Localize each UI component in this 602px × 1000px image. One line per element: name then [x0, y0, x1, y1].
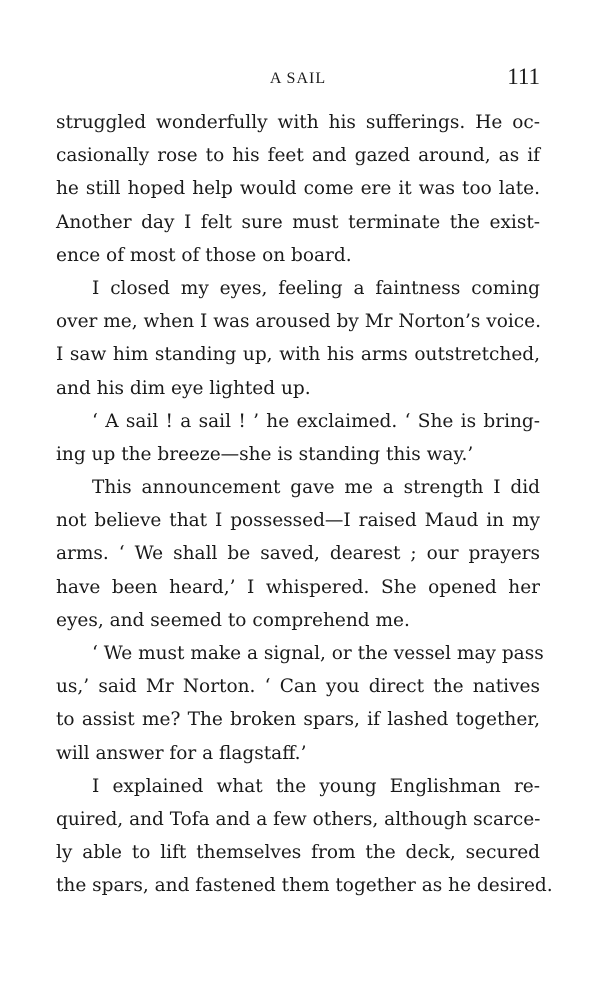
body-text	[56, 106, 553, 903]
text-line: he still hoped help would come ere it was too late.	[56, 178, 540, 200]
text-line: I explained what the young Englishman re-	[92, 775, 540, 797]
text-line: ly able to lift themselves from the deck, secured	[56, 842, 540, 864]
text-line: ing up the breeze—she is standing this way.’	[56, 443, 474, 465]
text-line: I saw him standing up, with his arms outstretched,	[56, 344, 540, 366]
text-line: Another day I felt sure must terminate the exist-	[56, 211, 540, 233]
text-line: struggled wonderfully with his sufferings. He oc-	[56, 112, 540, 133]
running-head	[56, 64, 540, 98]
running-title: A SAIL	[269, 70, 327, 87]
text-line: and his dim eye lighted up.	[56, 377, 311, 399]
text-line: us,’ said Mr Norton. ‘ Can you direct the natives	[56, 676, 540, 698]
text-line: quired, and Tofa and a few others, although scarce-	[56, 808, 541, 830]
text-line: casionally rose to his feet and gazed around, as if	[56, 145, 540, 167]
text-line: eyes, and seemed to comprehend me.	[56, 609, 410, 631]
text-line: will answer for a flagstaff.’	[56, 742, 307, 764]
text-line: the spars, and fastened them together as he desired.	[56, 875, 553, 897]
text-line: I closed my eyes, feeling a faintness coming	[92, 277, 540, 299]
text-line: over me, when I was aroused by Mr Norton’s voice.	[56, 311, 541, 333]
text-line: ‘ We must make a signal, or the vessel may pass	[92, 643, 544, 664]
text-line: ence of most of those on board.	[56, 244, 352, 266]
text-line: arms. ‘ We shall be saved, dearest ; our prayers	[56, 543, 540, 565]
text-line: have been heard,’ I whispered. She opened her	[56, 576, 540, 598]
text-line: to assist me? The broken spars, if lashed together,	[56, 709, 540, 731]
page-number: 111	[507, 64, 540, 89]
text-line: ‘ A sail ! a sail ! ’ he exclaimed. ‘ She is bring-	[92, 410, 540, 432]
text-line: This announcement gave me a strength I did	[92, 477, 540, 499]
text-line: not believe that I possessed—I raised Maud in my	[56, 510, 540, 532]
